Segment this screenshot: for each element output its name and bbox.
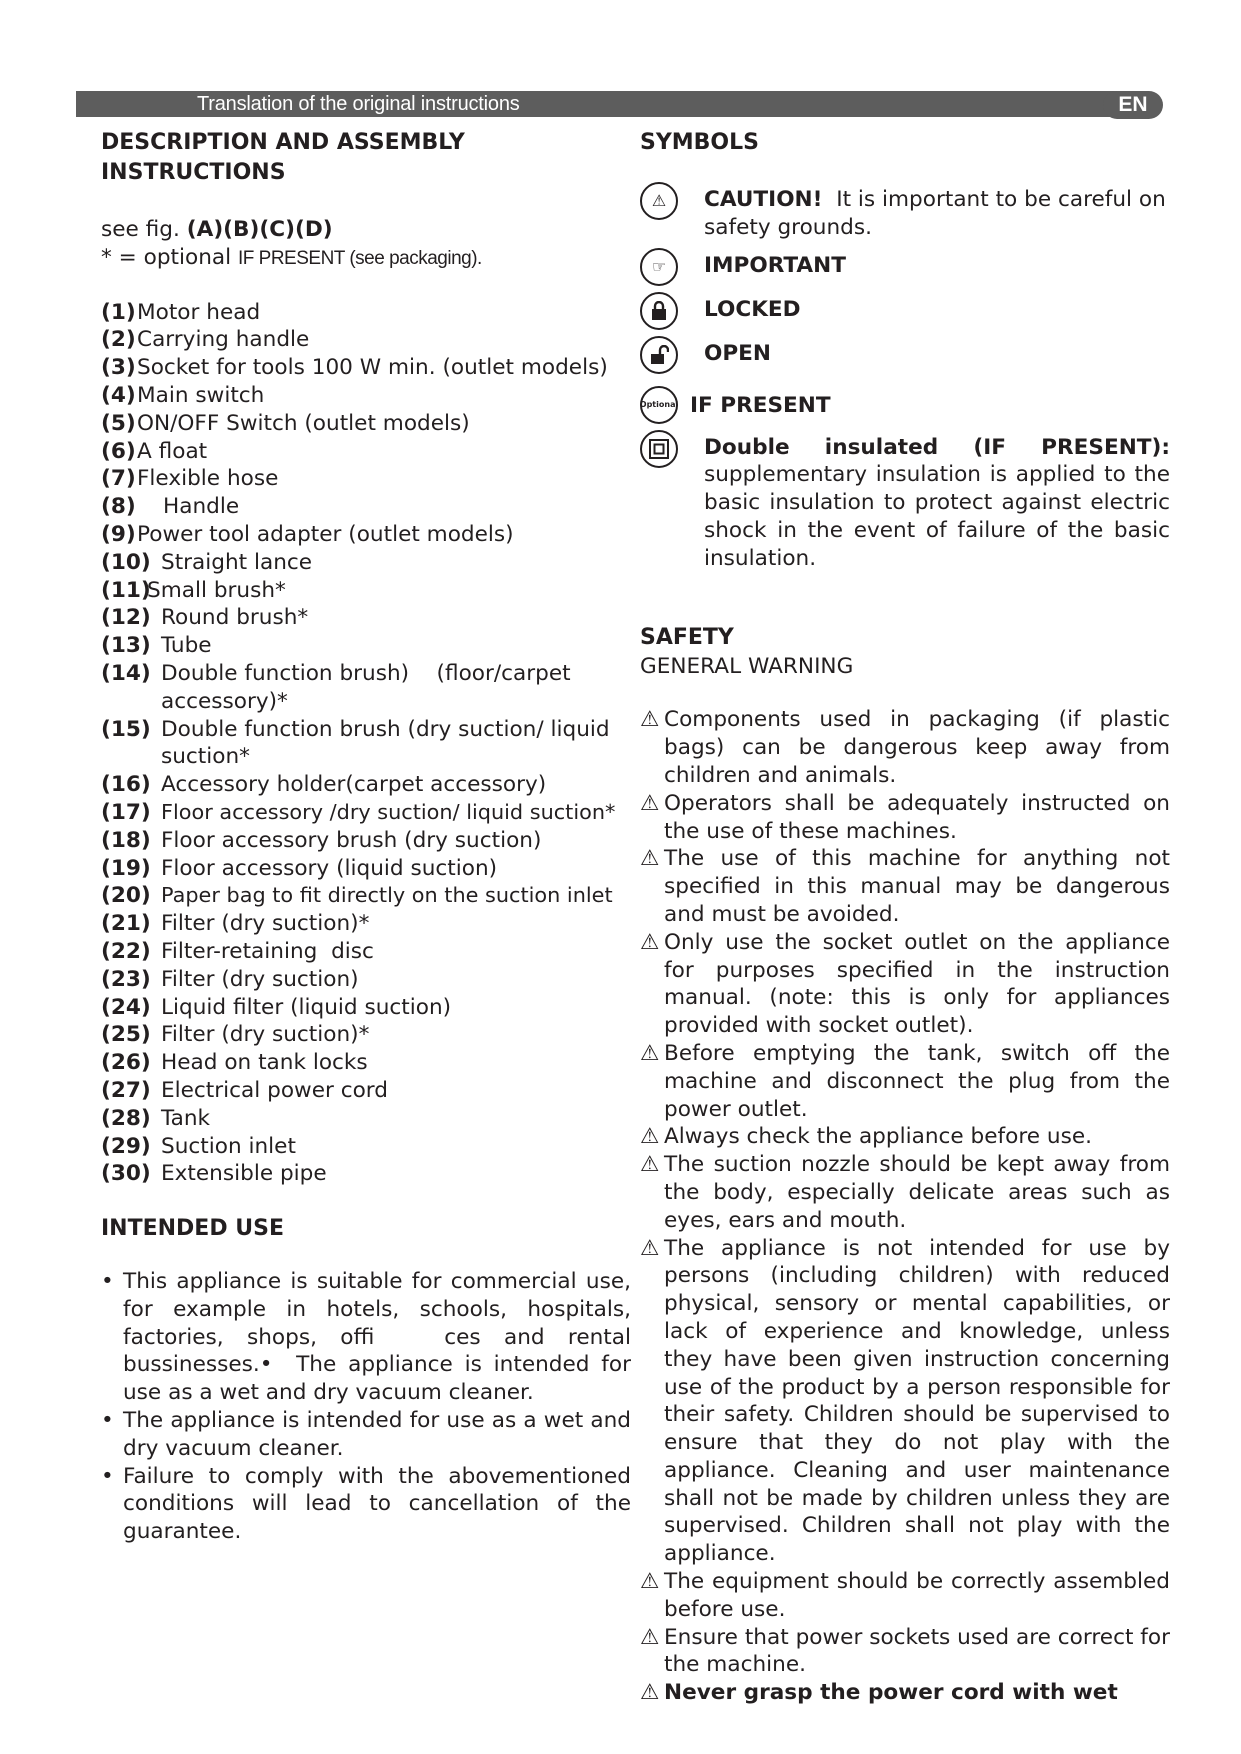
- section-title-safety: SAFETY: [640, 624, 734, 650]
- list-item: (11) Small brush*: [101, 577, 286, 603]
- see-fig-refs: (A)(B)(C)(D): [186, 217, 333, 242]
- list-item: (3) Socket for tools 100 W min. (outlet models): [101, 355, 608, 381]
- see-fig-prefix: see fig.: [101, 217, 187, 242]
- list-item: (22) Filter-retaining disc: [101, 938, 374, 964]
- warning-icon: ⚠: [640, 1040, 660, 1066]
- list-item: ⚠ The suction nozzle should be kept away from the body, especially delicate areas such as eyes, ears and mouth.: [640, 1152, 1170, 1233]
- list-item: (26) Head on tank locks: [101, 1050, 368, 1076]
- list-item: (7) Flexible hose: [101, 466, 279, 492]
- list-item: (17) Floor accessory /dry suction/ liquid suction*: [101, 799, 616, 825]
- section-title-description: DESCRIPTION AND ASSEMBLY INSTRUCTIONS: [101, 130, 465, 185]
- warning-icon: ⚠: [640, 1235, 660, 1261]
- list-item: (10) Straight lance: [101, 549, 313, 575]
- list-item: (14) Double function brush) (floor/carpet accessory)*: [101, 660, 578, 714]
- list-item: (28) Tank: [101, 1105, 211, 1131]
- optional-icon: Optional: [640, 386, 678, 424]
- symbol-open: OPEN: [640, 340, 1170, 392]
- list-item: ⚠ Components used in packaging (if plastic bags) can be dangerous keep away from children and animals.: [640, 707, 1170, 788]
- warning-icon: ⚠: [640, 1680, 660, 1706]
- list-item: • The appliance is intended for use as a wet and dry vacuum cleaner.: [101, 1408, 631, 1461]
- section-title-symbols: SYMBOLS: [640, 130, 760, 155]
- warning-icon: ⚠: [640, 846, 660, 872]
- warnings-list: [640, 706, 1170, 1707]
- language-badge: EN: [1103, 91, 1163, 119]
- list-item: (23) Filter (dry suction): [101, 966, 359, 992]
- list-item: (30) Extensible pipe: [101, 1161, 327, 1187]
- list-item: (5) ON/OFF Switch (outlet models): [101, 410, 470, 436]
- symbol-locked: LOCKED: [640, 296, 1170, 340]
- list-item: (25) Filter (dry suction)*: [101, 1022, 370, 1048]
- list-item: (21) Filter (dry suction)*: [101, 911, 370, 937]
- optional-note: IF PRESENT (see packaging).: [238, 247, 482, 269]
- list-item: • Failure to comply with the abovementioned conditions will lead to cancellation of the guarantee.: [101, 1463, 631, 1545]
- list-item: • This appliance is suitable for commercial use, for example in hotels, schools, hospitals, factories, shops, offi ces and rental bussinesses.• The appliance is intended for use as a wet and dry vacuum cleaner.: [101, 1269, 638, 1406]
- warning-icon: ⚠: [640, 1124, 660, 1150]
- list-item: (4) Main switch: [101, 382, 265, 408]
- list-item: (1) Motor head: [101, 299, 261, 325]
- double-insulated-icon: [640, 430, 678, 468]
- warning-icon: ⚠: [640, 790, 660, 816]
- list-item: (8) Handle: [101, 494, 240, 520]
- list-item: (19) Floor accessory (liquid suction): [101, 855, 498, 881]
- optional-prefix: * = optional: [101, 244, 238, 270]
- list-item: ⚠ The appliance is not intended for use by persons (including children) with reduced physical, sensory or mental capabilities, or lack of experience and knowledge, unless they have been given instruction concerning use of the product by a person responsible for their safety. Children should be supervised to ensure that they do not play with the appliance. Cleaning and user maintenance shall not be made by children unless they are supervised. Children shall not play with the appliance.: [640, 1235, 1170, 1567]
- pointing-hand-icon: ☞: [640, 248, 678, 286]
- header-bar: [76, 91, 1144, 117]
- warning-icon: ⚠: [640, 929, 660, 955]
- list-item: ⚠ Only use the socket outlet on the appliance for purposes specified in the instruction manual. (note: this is only for appliances provided with socket outlet).: [640, 929, 1170, 1039]
- warning-icon: ⚠: [640, 1624, 660, 1650]
- list-item: (15) Double function brush (dry suction/ liquid suction*: [101, 716, 610, 770]
- symbol-important: ☞ IMPORTANT: [640, 252, 1170, 296]
- list-item: (6) A float: [101, 438, 208, 464]
- right-column: [639, 128, 1173, 1707]
- lock-closed-icon: [640, 292, 678, 330]
- caution-icon: ⚠: [640, 182, 678, 220]
- symbol-if-present: Optional IF PRESENT: [640, 392, 1170, 434]
- general-warning: GENERAL WARNING: [640, 653, 854, 679]
- list-item: (12) Round brush*: [101, 605, 309, 631]
- list-item: ⚠ The equipment should be correctly assembled before use.: [640, 1569, 1170, 1622]
- list-item: (13) Tube: [101, 633, 212, 659]
- warning-icon: ⚠: [640, 707, 660, 733]
- optional-line: [101, 244, 631, 273]
- list-item: (27) Electrical power cord: [101, 1077, 389, 1103]
- list-item: (16) Accessory holder(carpet accessory): [101, 772, 547, 798]
- list-item: (9) Power tool adapter (outlet models): [101, 521, 514, 547]
- see-fig-line: [101, 216, 631, 244]
- header-title: Translation of the original instructions: [197, 93, 520, 115]
- warning-icon: ⚠: [640, 1152, 660, 1178]
- left-column: [101, 128, 638, 1546]
- symbol-caution: ⚠ CAUTION! It is important to be careful on safety grounds.: [640, 186, 1170, 242]
- list-item: (24) Liquid filter (liquid suction): [101, 994, 452, 1020]
- lock-open-icon: [640, 336, 678, 374]
- warning-icon: ⚠: [640, 1569, 660, 1595]
- section-title-intended-use: INTENDED USE: [101, 1216, 284, 1242]
- list-item: ⚠ Before emptying the tank, switch off the machine and disconnect the plug from the power outlet.: [640, 1040, 1170, 1122]
- list-item: ⚠ Never grasp the power cord with wet: [640, 1680, 1118, 1706]
- list-item: (2) Carrying handle: [101, 327, 310, 353]
- list-item: ⚠ Always check the appliance before use.: [640, 1124, 1092, 1150]
- list-item: ⚠ The use of this machine for anything not specified in this manual may be dangerous and must be avoided.: [640, 846, 1170, 927]
- list-item: ⚠ Operators shall be adequately instructed on the use of these machines.: [640, 790, 1170, 844]
- list-item: (18) Floor accessory brush (dry suction): [101, 827, 542, 853]
- symbol-double-insulated: Double insulated (IF PRESENT): supplementary insulation is applied to the basic insulation to protect against electric shock in the event of failure of the basic insulation.: [640, 434, 1170, 573]
- list-item: (20) Paper bag to fit directly on the suction inlet: [101, 883, 613, 909]
- list-item: ⚠ Ensure that power sockets used are correct for the machine.: [640, 1624, 1170, 1678]
- list-item: (29) Suction inlet: [101, 1133, 296, 1159]
- parts-list: [101, 299, 631, 1189]
